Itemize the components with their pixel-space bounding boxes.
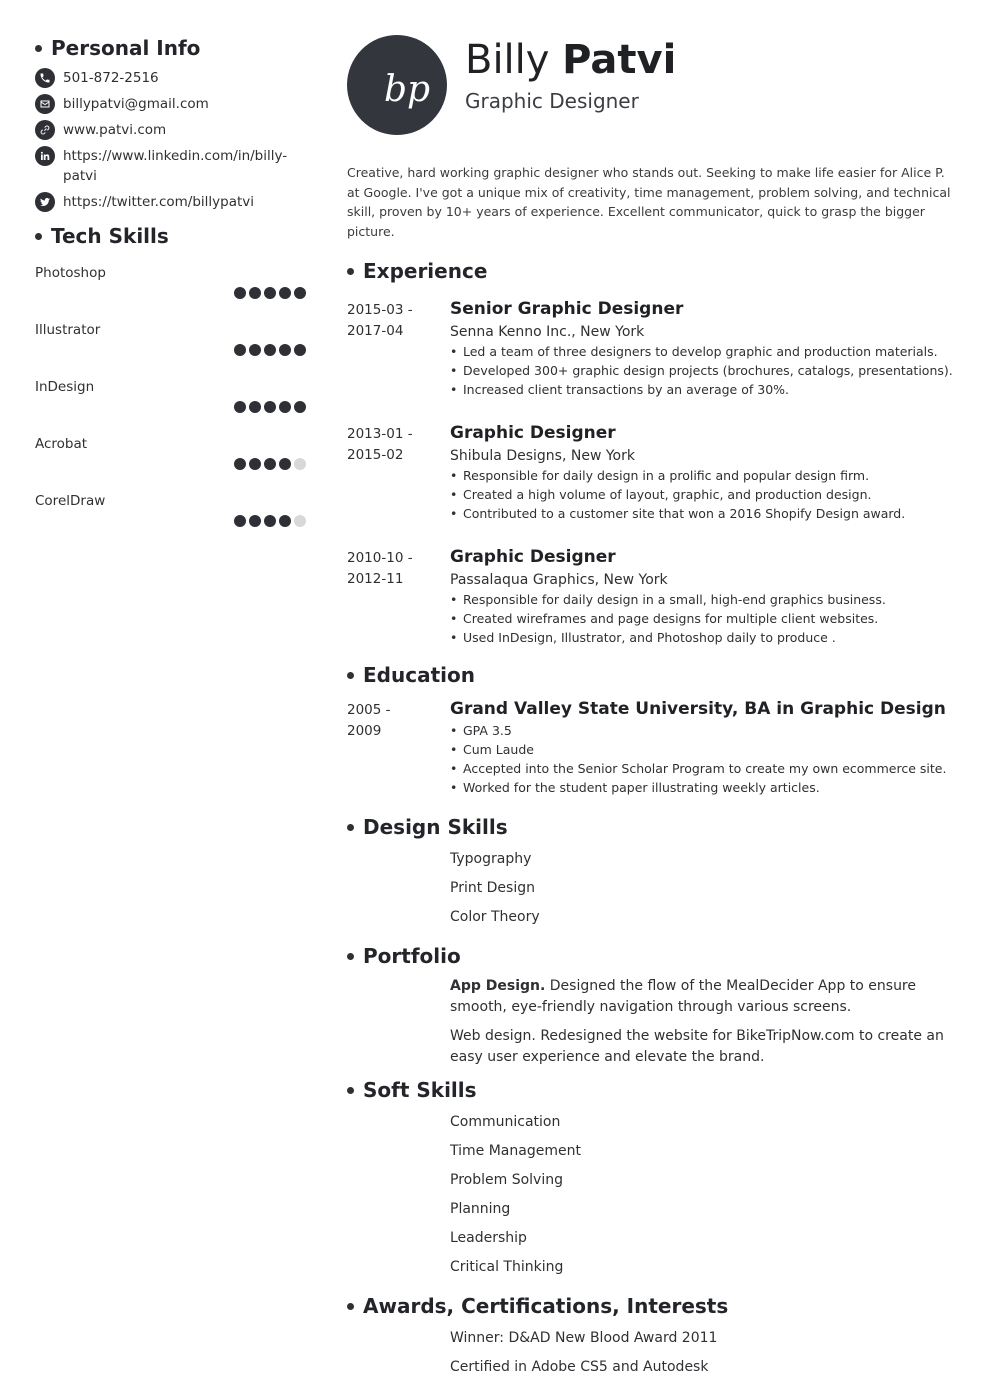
bullet-dot [347, 268, 354, 275]
tech-skill-name: Illustrator [35, 322, 101, 338]
tech-skill-item [35, 264, 310, 305]
job-bullet: • Used InDesign, Illustrator, and Photoshop daily to produce . [450, 628, 957, 647]
twitter-icon [35, 192, 55, 212]
degree-title: Grand Valley State University, BA in Graphic Design [450, 699, 946, 719]
rating-dot-filled [279, 287, 291, 299]
portfolio-heading: Portfolio [347, 944, 957, 968]
bullet-dot [35, 233, 42, 240]
rating-dot-filled [294, 401, 306, 413]
design-skill-item: Color Theory [450, 909, 540, 925]
portfolio-list [450, 976, 957, 1068]
awards-section [347, 1294, 957, 1382]
bullet-dot [347, 953, 354, 960]
rating-dot-filled [249, 515, 261, 527]
linkedin-link[interactable]: https://www.linkedin.com/in/billy- patvi [63, 148, 288, 184]
personal-info-heading: Personal Info [35, 36, 310, 60]
awards-heading: Awards, Certifications, Interests [347, 1294, 957, 1318]
date-start: 2013-01 - [347, 426, 413, 442]
skill-rating [231, 287, 306, 299]
contact-email [35, 94, 310, 114]
rating-dot-filled [279, 401, 291, 413]
experience-heading: Experience [347, 259, 957, 283]
award-item: Winner: D&AD New Blood Award 2011 [450, 1330, 718, 1346]
avatar [347, 35, 447, 135]
skill-rating [231, 344, 306, 356]
experience-entry [347, 545, 957, 647]
skill-rating [231, 458, 306, 470]
contact-twitter [35, 192, 310, 212]
education-bullets [450, 721, 957, 797]
rating-dot-filled [264, 458, 276, 470]
design-skill-item: Print Design [450, 880, 535, 896]
experience-list [347, 297, 957, 647]
rating-dot-filled [279, 515, 291, 527]
job-company: Senna Kenno Inc., New York [450, 324, 645, 340]
bullet-dot [347, 1303, 354, 1310]
rating-dot-filled [264, 401, 276, 413]
education-body [450, 697, 957, 797]
design-skill-item: Typography [450, 851, 532, 867]
job-bullet: • Created wireframes and page designs for multiple client websites. [450, 609, 957, 628]
soft-skill-item: Problem Solving [450, 1172, 563, 1188]
full-name: Billy Patvi [465, 37, 677, 83]
awards-list [450, 1324, 957, 1382]
experience-body [450, 545, 957, 647]
tech-skills-heading: Tech Skills [35, 224, 310, 248]
tech-skill-item [35, 492, 310, 533]
website-link[interactable]: www.patvi.com [63, 122, 167, 138]
education-section [347, 663, 957, 797]
rating-dot-filled [234, 458, 246, 470]
resume-header [347, 35, 957, 135]
phone-icon [35, 68, 55, 88]
date-start: 2015-03 - [347, 302, 413, 318]
rating-dot-filled [249, 344, 261, 356]
job-bullets [450, 342, 957, 399]
portfolio-item: App Design. Designed the flow of the MealDecider App to ensure smooth, eye-friendly navigation through various screens. [450, 978, 916, 1015]
experience-body [450, 297, 957, 399]
name-block [465, 35, 676, 113]
job-bullet: • Led a team of three designers to develop graphic and production materials. [450, 342, 957, 361]
award-item: Certified in Adobe CS5 and Autodesk [450, 1359, 709, 1375]
education-entry [347, 697, 957, 797]
email-link[interactable]: billypatvi@gmail.com [63, 96, 209, 112]
experience-date [347, 297, 450, 399]
tech-skill-name: Acrobat [35, 436, 88, 452]
rating-dot-filled [234, 515, 246, 527]
tech-skill-item [35, 378, 310, 419]
contact-phone [35, 68, 310, 88]
contact-list [35, 68, 310, 212]
rating-dot-empty [294, 458, 306, 470]
rating-dot-filled [294, 344, 306, 356]
skill-rating [231, 515, 306, 527]
tech-skills-list [35, 264, 310, 533]
rating-dot-filled [234, 401, 246, 413]
rating-dot-filled [264, 344, 276, 356]
education-date: 2005 - 2009 [347, 702, 391, 739]
skill-rating [231, 401, 306, 413]
experience-section [347, 259, 957, 647]
experience-entry [347, 297, 957, 399]
rating-dot-filled [294, 287, 306, 299]
design-skills-heading: Design Skills [347, 815, 957, 839]
education-bullet: • Worked for the student paper illustrating weekly articles. [450, 778, 957, 797]
job-role: Senior Graphic Designer [450, 299, 684, 319]
portfolio-section [347, 944, 957, 1068]
soft-skill-item: Time Management [450, 1143, 581, 1159]
job-company: Shibula Designs, New York [450, 448, 635, 464]
contact-website [35, 120, 310, 140]
job-bullet: • Responsible for daily design in a prolific and popular design firm. [450, 466, 957, 485]
job-bullets [450, 590, 957, 647]
job-bullet: • Increased client transactions by an average of 30%. [450, 380, 957, 399]
main-content [347, 35, 957, 1382]
rating-dot-filled [279, 458, 291, 470]
rating-dot-filled [264, 515, 276, 527]
design-skills-section [347, 815, 957, 932]
date-start: 2010-10 - [347, 550, 413, 566]
link-icon [35, 120, 55, 140]
summary-paragraph: Creative, hard working graphic designer who stands out. Seeking to make life easier for Alice P. at Google. I've got a unique mix of creativity, time management, problem solving, and technical skill, proven by 10+ years of experience. Excellent communicator, quick to grasp the bigger picture. [347, 165, 951, 239]
tech-skill-name: Photoshop [35, 265, 106, 281]
rating-dot-filled [249, 287, 261, 299]
design-skills-list [450, 845, 957, 932]
job-bullet: • Created a high volume of layout, graphic, and production design. [450, 485, 957, 504]
education-bullet: • GPA 3.5 [450, 721, 957, 740]
job-bullet: • Responsible for daily design in a small, high-end graphics business. [450, 590, 957, 609]
contact-linkedin [35, 146, 310, 186]
education-bullet: • Cum Laude [450, 740, 957, 759]
job-role: Graphic Designer [450, 423, 616, 443]
education-bullet: • Accepted into the Senior Scholar Program to create my own ecommerce site. [450, 759, 957, 778]
portfolio-item: Web design. Redesigned the website for BikeTripNow.com to create an easy user experience and elevate the brand. [450, 1028, 944, 1065]
rating-dot-filled [249, 401, 261, 413]
soft-skill-item: Communication [450, 1114, 561, 1130]
tech-skill-name: CorelDraw [35, 493, 106, 509]
soft-skill-item: Planning [450, 1201, 511, 1217]
linkedin-icon [35, 146, 55, 166]
job-bullet: • Developed 300+ graphic design projects (brochures, catalogs, presentations). [450, 361, 957, 380]
rating-dot-filled [264, 287, 276, 299]
bullet-dot [347, 672, 354, 679]
soft-skills-list [450, 1108, 957, 1282]
experience-date [347, 545, 450, 647]
date-end: 2012-11 [347, 571, 404, 587]
date-end: 2017-04 [347, 323, 404, 339]
experience-body [450, 421, 957, 523]
bullet-dot [347, 824, 354, 831]
job-title: Graphic Designer [465, 89, 639, 113]
rating-dot-filled [234, 344, 246, 356]
soft-skills-section [347, 1078, 957, 1282]
job-role: Graphic Designer [450, 547, 616, 567]
date-end: 2015-02 [347, 447, 404, 463]
experience-entry [347, 421, 957, 523]
rating-dot-filled [279, 344, 291, 356]
job-company: Passalaqua Graphics, New York [450, 572, 668, 588]
email-icon [35, 94, 55, 114]
soft-skill-item: Leadership [450, 1230, 527, 1246]
twitter-link[interactable]: https://twitter.com/billypatvi [63, 194, 255, 210]
phone-text: 501-872-2516 [63, 70, 159, 86]
bullet-dot [347, 1087, 354, 1094]
bullet-dot [35, 45, 42, 52]
avatar-initials: bp [383, 68, 431, 110]
tech-skill-name: InDesign [35, 379, 95, 395]
tech-skill-item [35, 321, 310, 362]
rating-dot-filled [249, 458, 261, 470]
rating-dot-filled [234, 287, 246, 299]
job-bullets [450, 466, 957, 523]
education-heading: Education [347, 663, 957, 687]
soft-skill-item: Critical Thinking [450, 1259, 564, 1275]
tech-skill-item [35, 435, 310, 476]
job-bullet: • Contributed to a customer site that won a 2016 Shopify Design award. [450, 504, 957, 523]
rating-dot-empty [294, 515, 306, 527]
sidebar [35, 36, 310, 533]
soft-skills-heading: Soft Skills [347, 1078, 957, 1102]
experience-date [347, 421, 450, 523]
